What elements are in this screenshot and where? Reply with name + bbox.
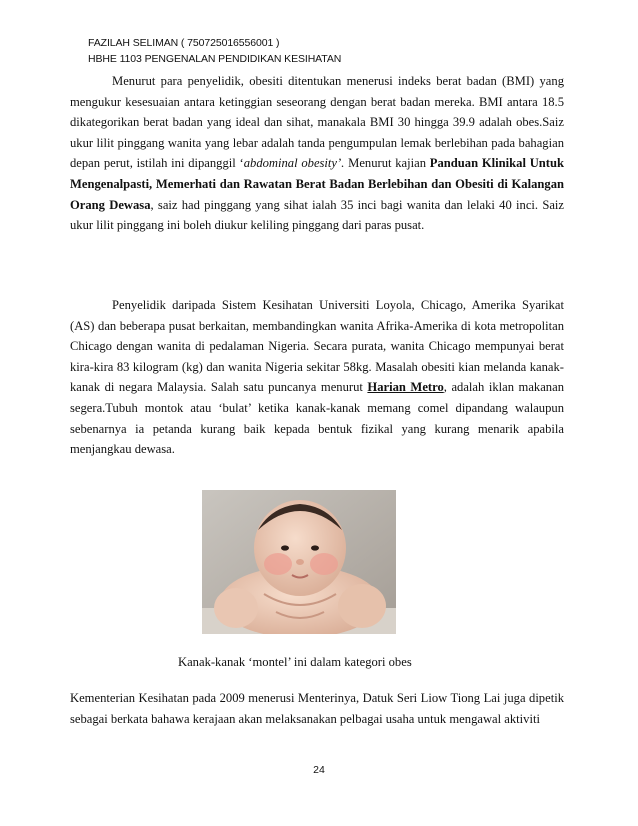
paragraph-ministry-text: Kementerian Kesihatan pada 2009 menerusi Menterinya, Datuk Seri Liow Tiong Lai juga dipetik sebagai berkata bahawa kerajaan akan melaksanakan pelbagai usaha untuk mengawal aktiviti [70, 691, 564, 726]
paragraph-bmi [70, 71, 564, 236]
paragraph-loyola-text: Penyelidik daripada Sistem Kesihatan Universiti Loyola, Chicago, Amerika Syarikat (AS) dan beberapa pusat berkaitan, membandingkan wanita Afrika-Amerika di kota metropolitan Chicago dengan wanita di pedalaman Nigeria. Secara purata, wanita Chicago mempunyai berat kira-kira 83 kilogram (kg) dan wanita Nigeria sekitar 58kg. Masalah obesiti kian melanda kanak-kanak di negara Malaysia. Salah satu puncanya menurut Harian Metro, adalah iklan makanan segera.Tubuh montok atau ‘bulat’ ketika kanak-kanak memang comel dipandang walaupun sebenarnya ia petanda kurang baik kepada bentuk fizikal yang kurang menarik apabila menjangkau dewasa. [70, 298, 564, 457]
guide-title: Panduan Klinikal Untuk Mengenalpasti, Memerhati dan Rawatan Berat Badan Berlebihan dan Obesiti di Kalangan Orang Dewasa [70, 156, 565, 212]
photo-caption: Kanak-kanak ‘montel’ ini dalam kategori obes [178, 655, 412, 669]
harian-metro-link[interactable]: Harian Metro [367, 380, 444, 395]
term-abdominal-obesity: abdominal obesity’. [243, 156, 345, 171]
obese-child-photo [202, 490, 396, 634]
paragraph-ministry [70, 688, 564, 729]
header-course: HBHE 1103 PENGENALAN PENDIDIKAN KESIHATAN [88, 53, 342, 65]
header-author: FAZILAH SELIMAN ( 750725016556001 ) [88, 37, 280, 49]
paragraph-loyola-study [70, 295, 564, 460]
paragraph-bmi-text: Menurut para penyelidik, obesiti ditentukan menerusi indeks berat badan (BMI) yang mengukur kesesuaian antara ketinggian seseorang dengan berat badan mereka. BMI antara 18.5 dikategorikan berat badan yang ideal dan sihat, manakala BMI 30 hingga 39.9 adalah obes.Saiz ukur lilit pinggang wanita yang lebar adalah tanda pengumpulan lemak berlebihan pada bahagian depan perut, istilah ini dipanggil ‘abdominal obesity’. Menurut kajian Panduan Klinikal Untuk Mengenalpasti, Memerhati dan Rawatan Berat Badan Berlebihan dan Obesiti di Kalangan Orang Dewasa, saiz had pinggang yang sihat ialah 35 inci bagi wanita dan lelaki 40 inci. Saiz ukur lilit pinggang ini boleh diukur keliling pinggang dari paras pusat. [70, 74, 565, 233]
page-number: 24 [313, 764, 325, 776]
obese-child-illustration [202, 490, 396, 634]
